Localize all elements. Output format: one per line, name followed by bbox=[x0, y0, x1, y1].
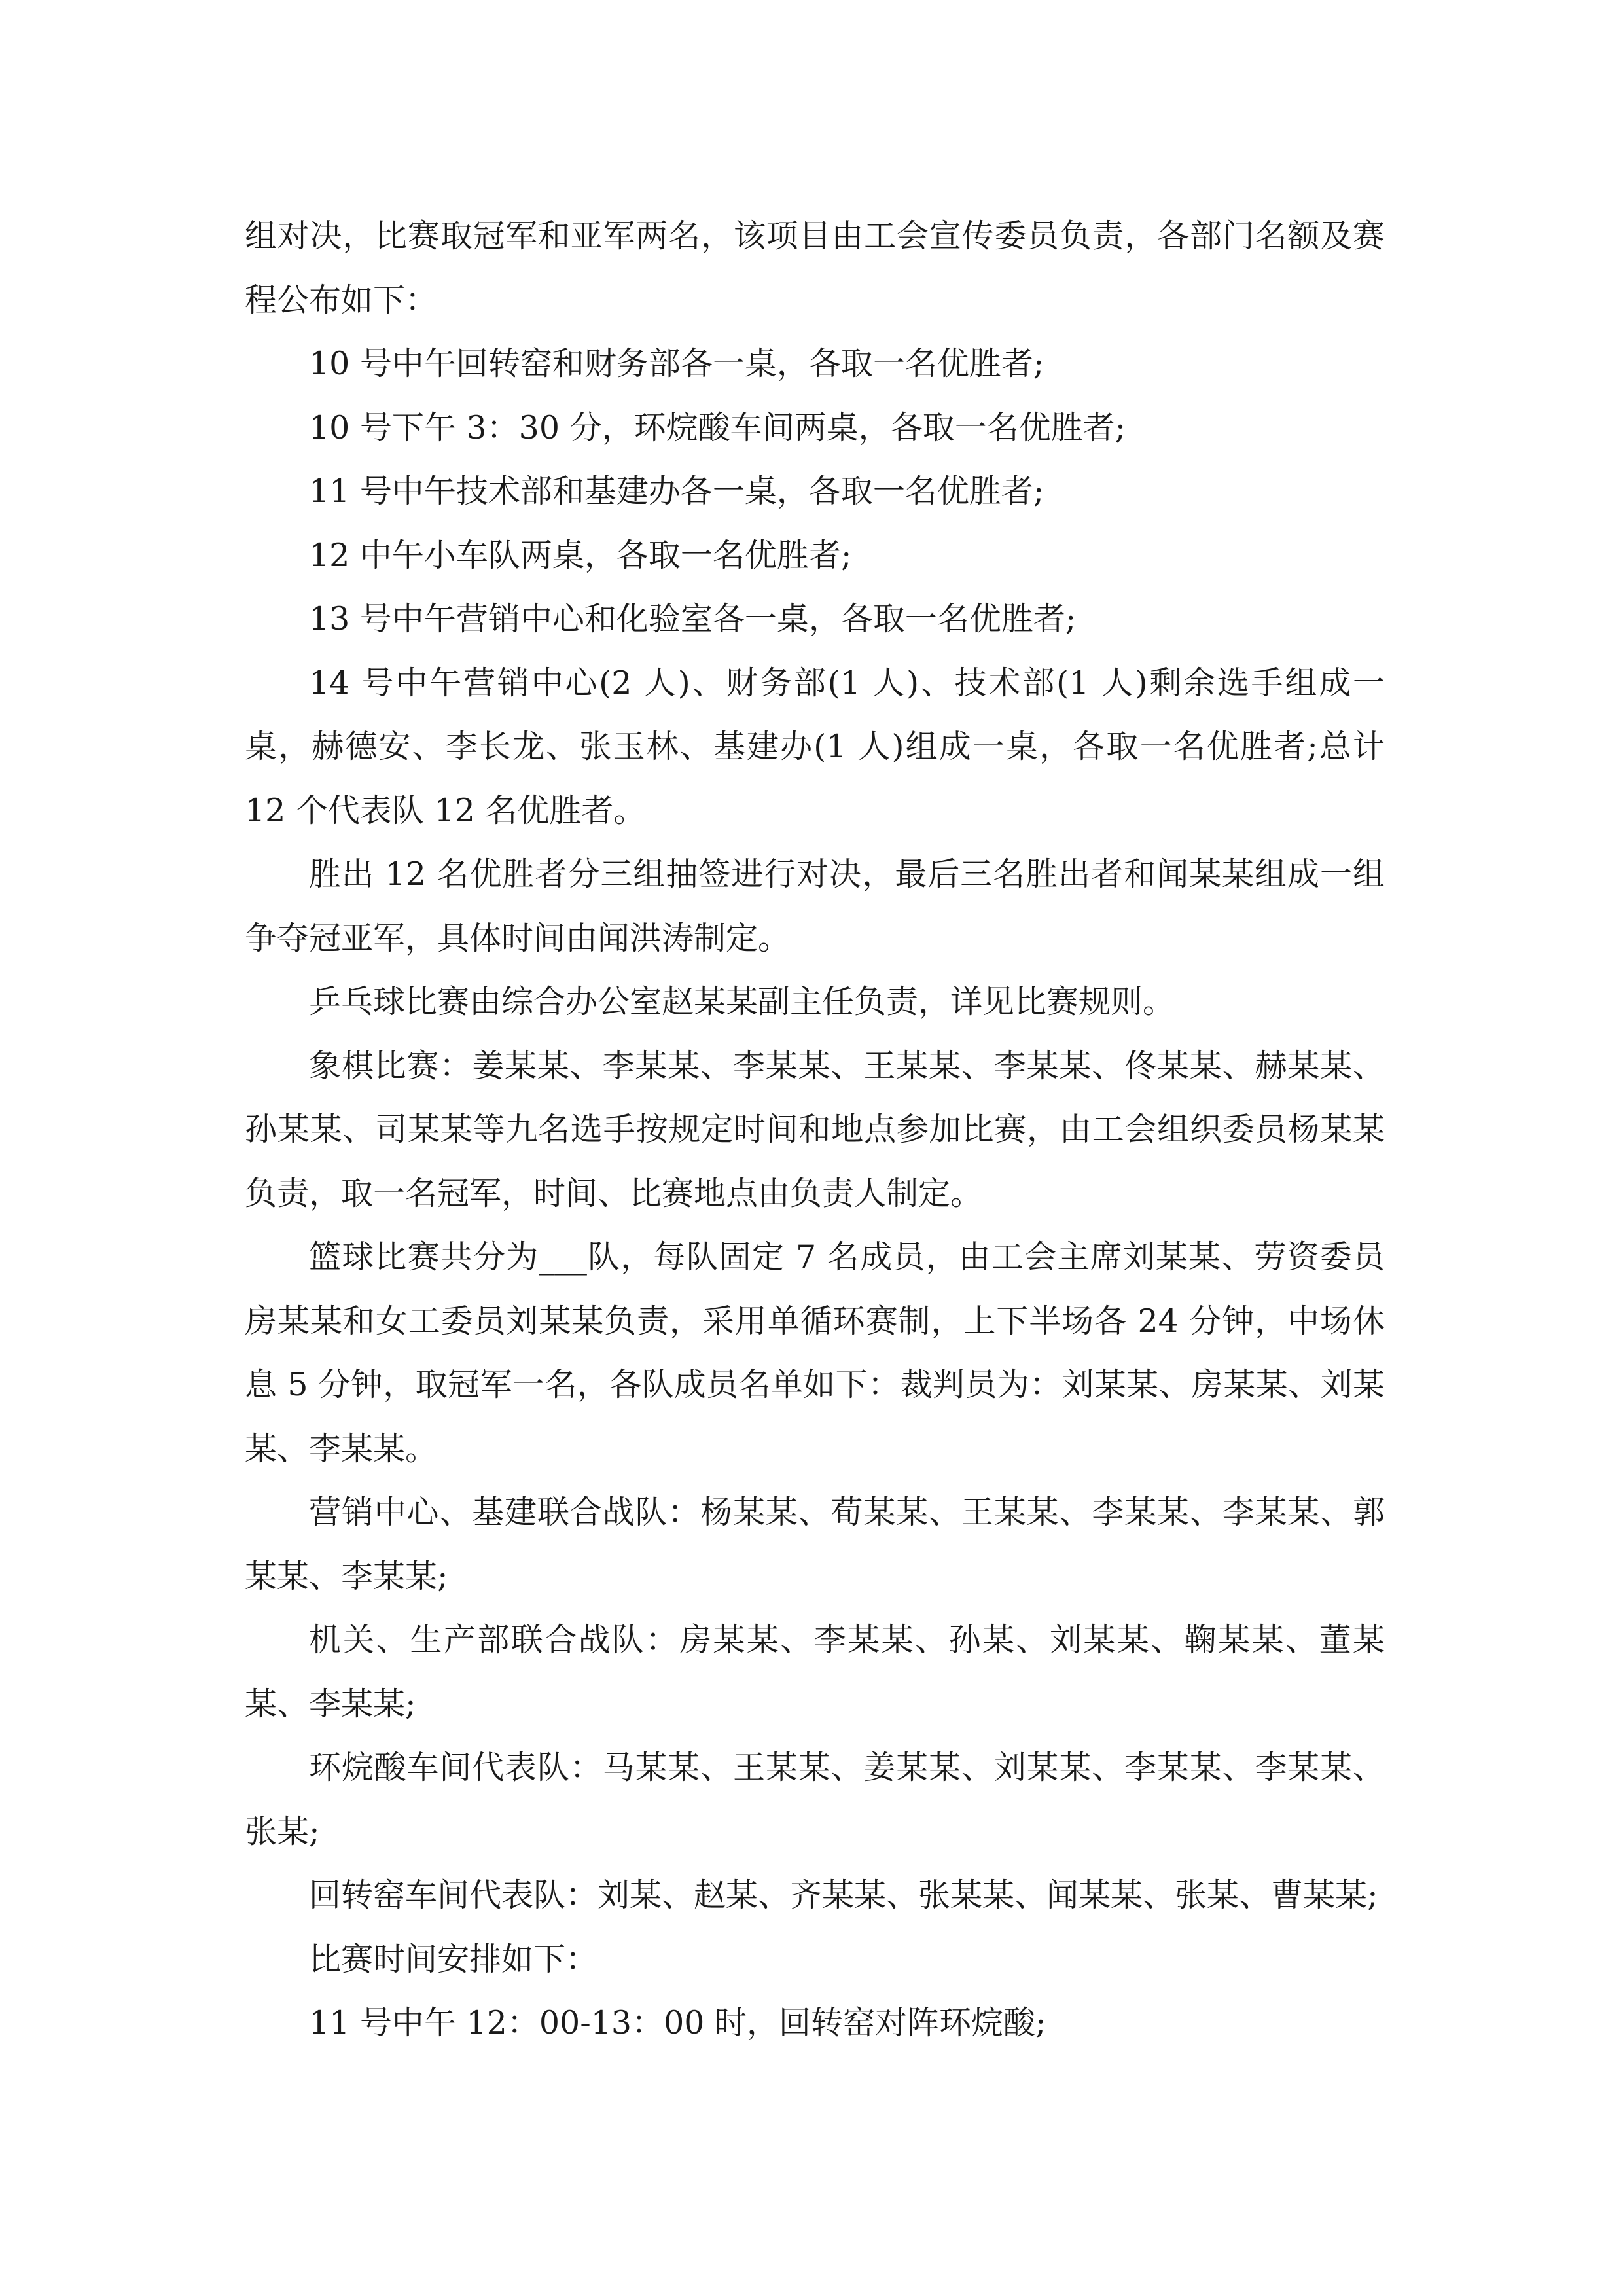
paragraph: 比赛时间安排如下： bbox=[309, 1940, 598, 1978]
paragraph: 篮球比赛共分为___队，每队固定 7 名成员，由工会主席刘某某、劳资委员房某某和女工委员刘某某负责，采用单循环赛制，上下半场各 24 分钟，中场休息 5 分钟，取冠军一名，各队成员名单如下：裁判员为：刘某某、房某某、刘某某、李某某。 bbox=[245, 1238, 1385, 1467]
paragraph: 环烷酸车间代表队：马某某、王某某、姜某某、刘某某、李某某、李某某、张某; bbox=[245, 1749, 1385, 1850]
paragraph: 14 号中午营销中心(2 人)、财务部(1 人)、技术部(1 人)剩余选手组成一桌，赫德安、李长龙、张玉林、基建办(1 人)组成一桌，各取一名优胜者;总计 12 个代表队 12 名优胜者。 bbox=[245, 664, 1385, 829]
paragraph: 象棋比赛：姜某某、李某某、李某某、王某某、李某某、佟某某、赫某某、孙某某、司某某等九名选手按规定时间和地点参加比赛，由工会组织委员杨某某负责，取一名冠军，时间、比赛地点由负责人制定。 bbox=[245, 1047, 1385, 1212]
paragraph: 10 号下午 3：30 分，环烷酸车间两桌，各取一名优胜者; bbox=[309, 408, 1126, 446]
paragraph: 组对决，比赛取冠军和亚军两名，该项目由工会宣传委员负责，各部门名额及赛程公布如下： bbox=[245, 217, 1385, 319]
paragraph: 13 号中午营销中心和化验室各一桌，各取一名优胜者; bbox=[309, 600, 1077, 637]
paragraph: 11 号中午技术部和基建办各一桌，各取一名优胜者; bbox=[309, 473, 1044, 510]
paragraph: 11 号中午 12：00-13：00 时，回转窑对阵环烷酸; bbox=[309, 2004, 1046, 2041]
paragraph: 营销中心、基建联合战队：杨某某、荀某某、王某某、李某某、李某某、郭某某、李某某; bbox=[245, 1494, 1385, 1595]
paragraph: 回转窑车间代表队：刘某、赵某、齐某某、张某某、闻某某、张某、曹某某; bbox=[309, 1876, 1378, 1914]
paragraph: 12 中午小车队两桌，各取一名优胜者; bbox=[309, 536, 852, 574]
paragraph: 胜出 12 名优胜者分三组抽签进行对决，最后三名胜出者和闻某某组成一组争夺冠亚军，具体时间由闻洪涛制定。 bbox=[245, 855, 1385, 957]
paragraph: 机关、生产部联合战队：房某某、李某某、孙某、刘某某、鞠某某、董某某、李某某; bbox=[245, 1621, 1385, 1723]
paragraph: 10 号中午回转窑和财务部各一桌，各取一名优胜者; bbox=[309, 345, 1044, 382]
document-body bbox=[245, 204, 1385, 2055]
paragraph: 乒乓球比赛由综合办公室赵某某副主任负责，详见比赛规则。 bbox=[309, 983, 1175, 1020]
